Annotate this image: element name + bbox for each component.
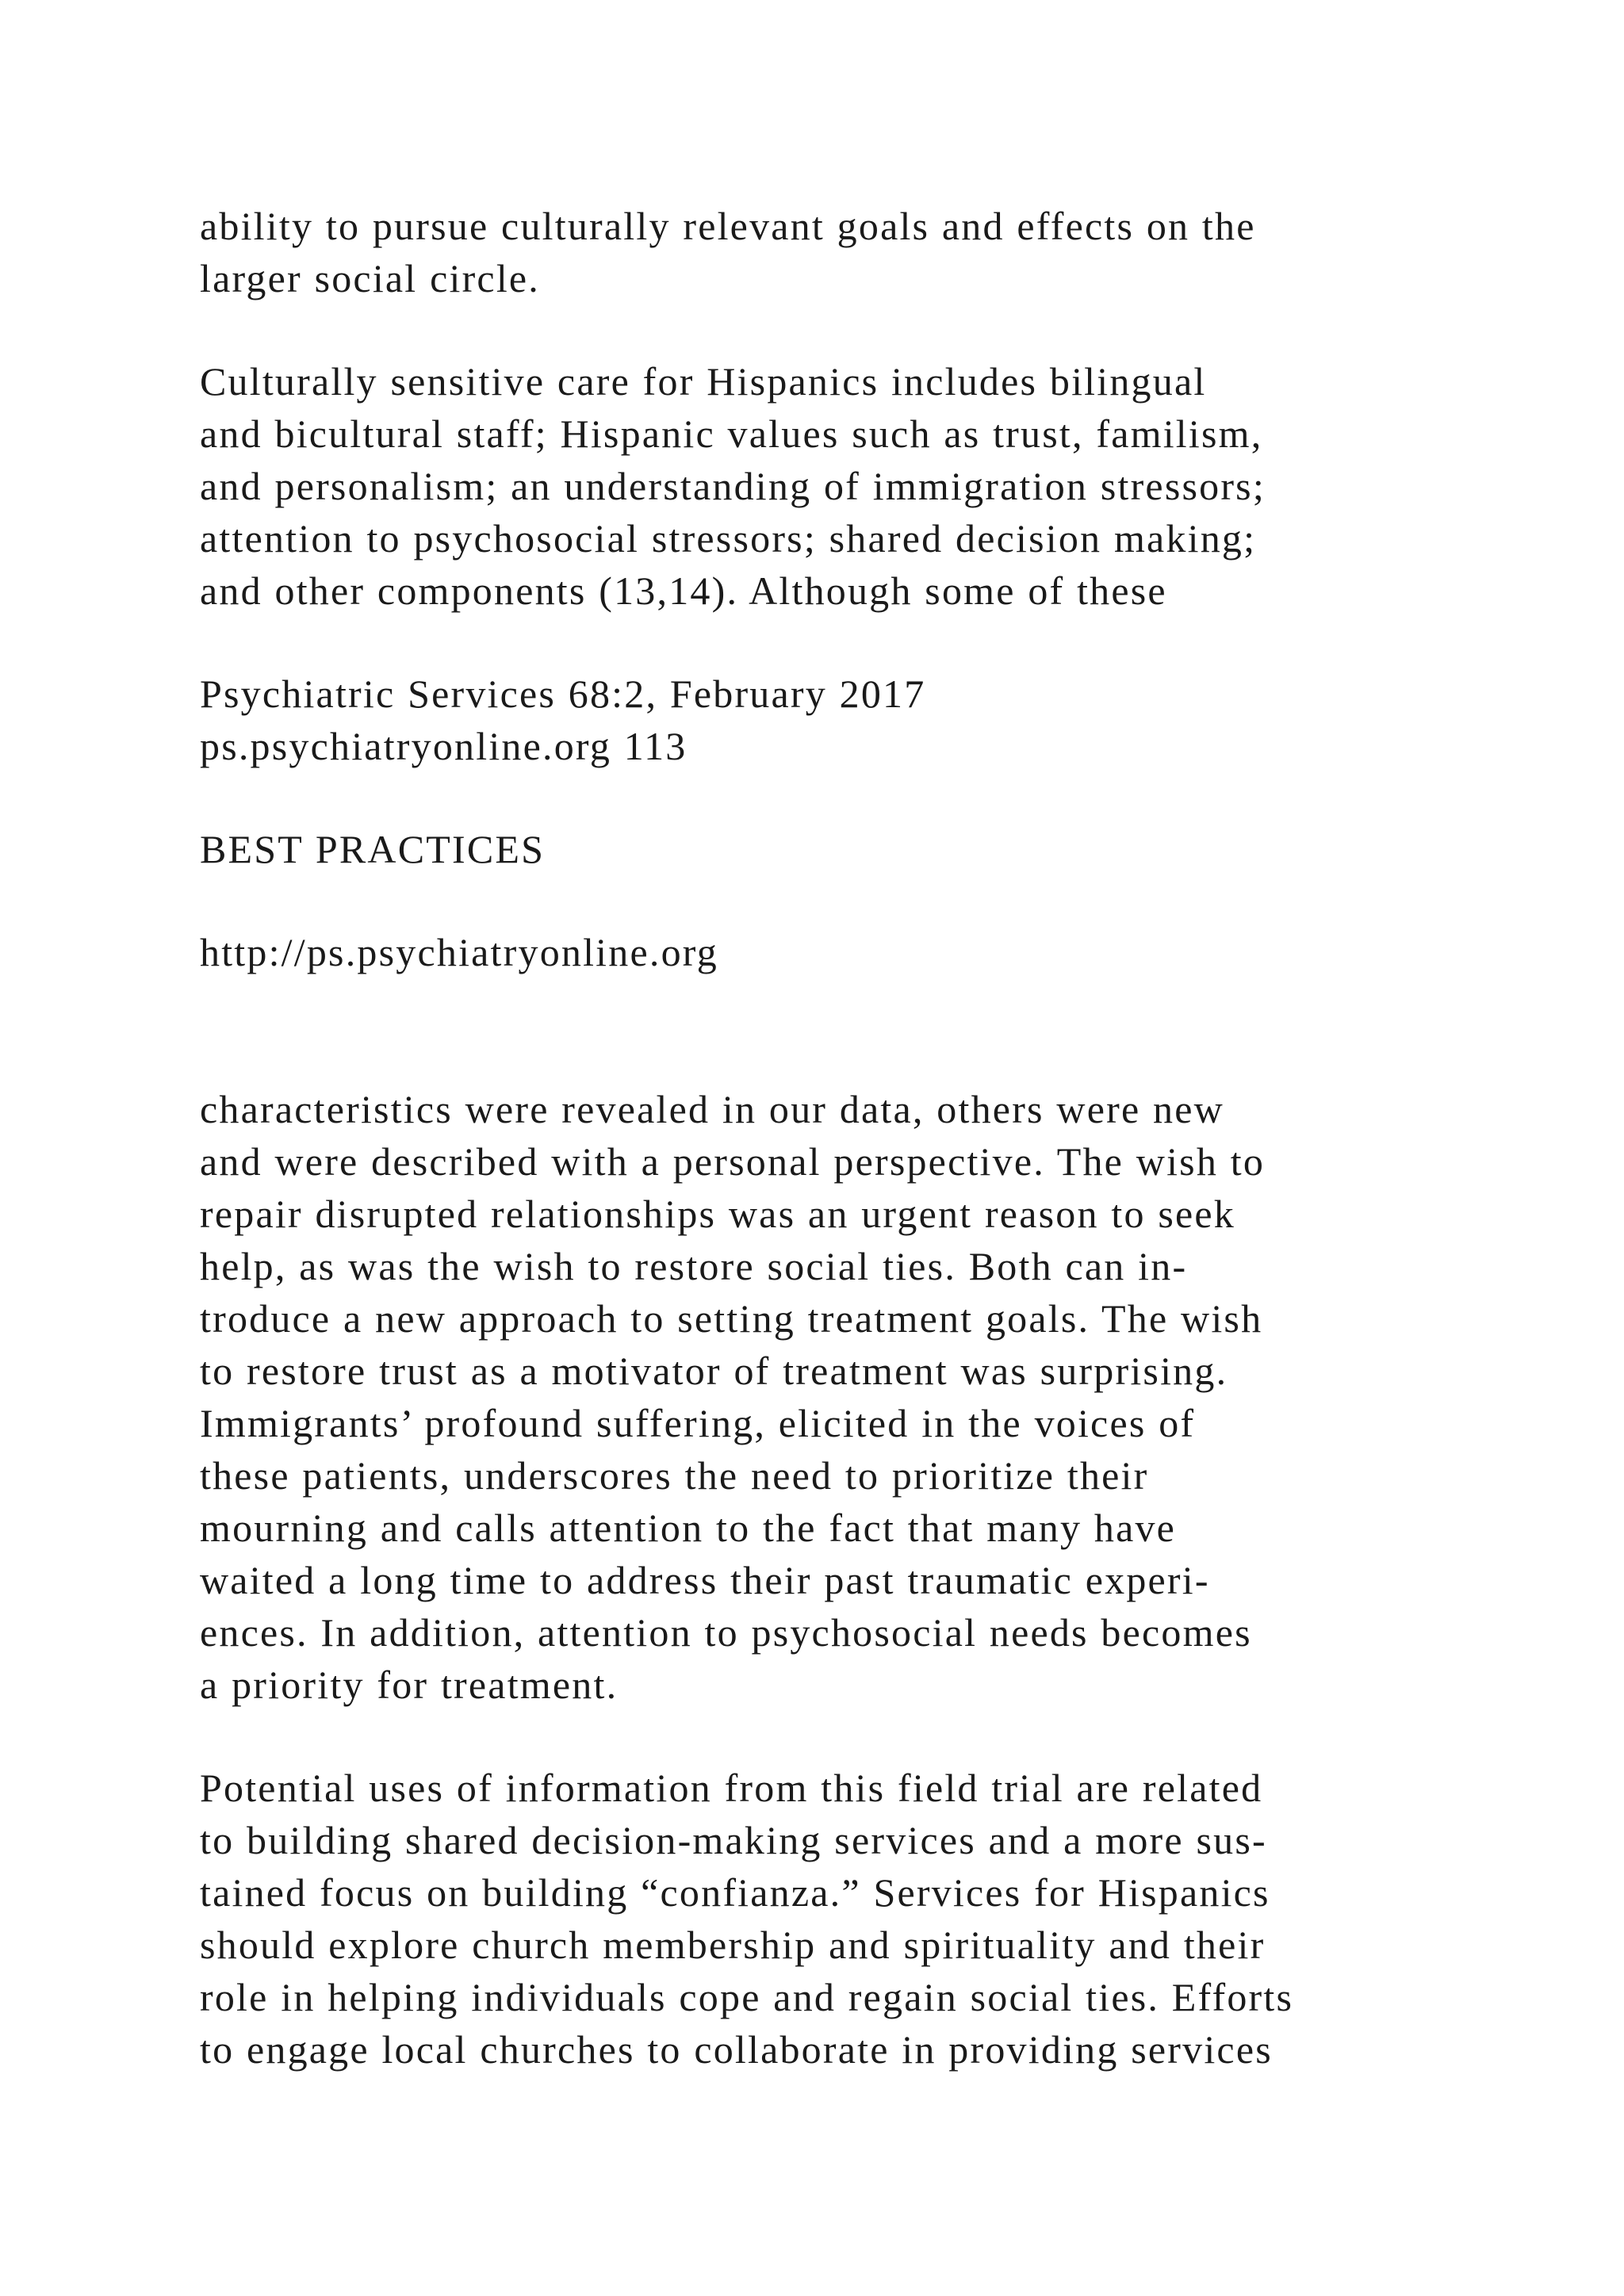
text-line: ability to pursue culturally relevant goals and effects on the [200, 204, 1256, 248]
text-line: Immigrants’ profound suffering, elicited in the voices of [200, 1401, 1196, 1445]
section-label: BEST PRACTICES [200, 827, 546, 871]
text-line: repair disrupted relationships was an urgent reason to seek [200, 1192, 1235, 1236]
text-line: ences. In addition, attention to psychosocial needs becomes [200, 1610, 1252, 1655]
text-line: mourning and calls attention to the fact that many have [200, 1506, 1177, 1550]
journal-citation: Psychiatric Services 68:2, February 2017 [200, 672, 926, 716]
text-line: these patients, underscores the need to prioritize their [200, 1453, 1149, 1498]
text-line: characteristics were revealed in our data, others were new [200, 1087, 1224, 1131]
text-line: attention to psychosocial stressors; shared decision making; [200, 516, 1257, 561]
text-line: and bicultural staff; Hispanic values such as trust, familism, [200, 411, 1263, 456]
text-line: to engage local churches to collaborate in providing services [200, 2027, 1273, 2072]
text-line: help, as was the wish to restore social ties. Both can in- [200, 1244, 1188, 1288]
text-line: role in helping individuals cope and regain social ties. Efforts [200, 1975, 1294, 2019]
text-line: Potential uses of information from this field trial are related [200, 1766, 1263, 1810]
text-line: to building shared decision-making services and a more sus- [200, 1818, 1267, 1862]
journal-url-link[interactable]: http://ps.psychiatryonline.org [200, 930, 718, 974]
text-line: tained focus on building “confianza.” Services for Hispanics [200, 1870, 1270, 1915]
text-line: and other components (13,14). Although some of these [200, 568, 1167, 613]
text-line: should explore church membership and spirituality and their [200, 1923, 1266, 1967]
page-footer-site: ps.psychiatryonline.org 113 [200, 724, 688, 768]
text-line: and were described with a personal perspective. The wish to [200, 1139, 1266, 1184]
text-line: larger social circle. [200, 256, 541, 300]
text-line: a priority for treatment. [200, 1663, 619, 1707]
text-line: to restore trust as a motivator of treatment was surprising. [200, 1349, 1228, 1393]
text-line: troduce a new approach to setting treatment goals. The wish [200, 1296, 1263, 1341]
text-line: Culturally sensitive care for Hispanics includes bilingual [200, 359, 1207, 404]
text-line: and personalism; an understanding of immigration stressors; [200, 464, 1266, 508]
text-line: waited a long time to address their past traumatic experi- [200, 1558, 1210, 1602]
